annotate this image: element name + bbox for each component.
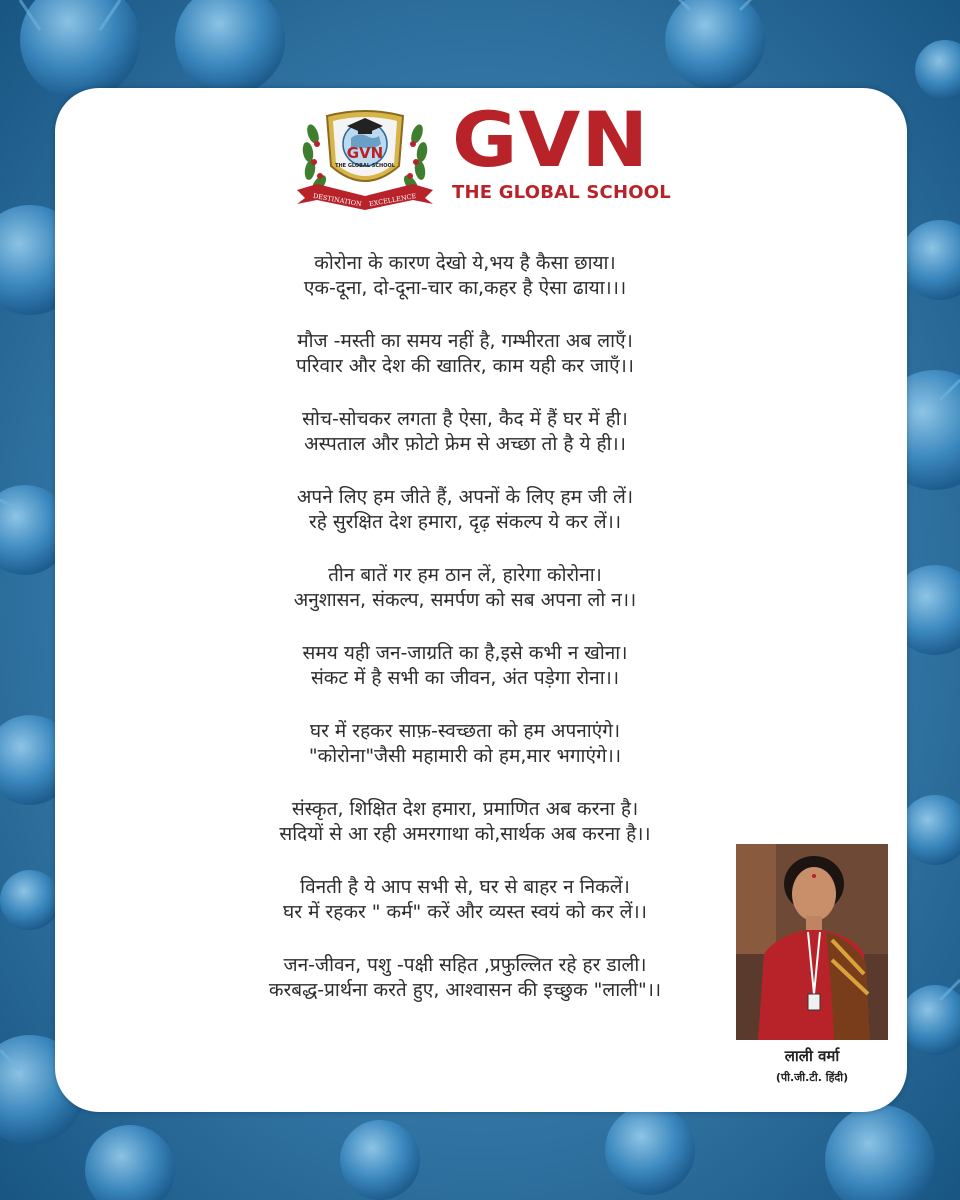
poem-line: सोच-सोचकर लगता है ऐसा, कैद में हैं घर में ही। [302,408,628,430]
poem-stanza [205,251,725,301]
poem-line: घर में रहकर साफ़-स्वच्छता को हम अपनाएंगे। [309,720,621,742]
poem-line: जन-जीवन, पशु -पक्षी सहित ,प्रफुल्लित रहे हर डाली। [283,954,647,976]
poem-line: विनती है ये आप सभी से, घर से बाहर न निकलें। [300,876,630,898]
poem [205,251,725,1031]
poem-line: परिवार और देश की खातिर, काम यही कर जाएँ।। [295,355,634,377]
poem-stanza [205,797,725,847]
svg-text:DESTINATION: DESTINATION [312,191,363,209]
poem-line: "कोरोना"जैसी महामारी को हम,मार भगाएंगे।। [308,745,622,767]
poem-line: करबद्ध-प्रार्थना करते हुए, आश्वासन की इच्छुक "लाली"।। [268,979,662,1001]
poem-stanza [205,485,725,535]
svg-text:EXCELLENCE: EXCELLENCE [368,191,417,209]
poem-line: संस्कृत, शिक्षित देश हमारा, प्रमाणित अब करना है। [291,798,639,820]
svg-text:GVN: GVN [346,144,384,162]
poem-stanza [205,875,725,925]
poem-line: एक-दूना, दो-दूना-चार का,कहर है ऐसा ढाया।।। [303,277,627,299]
poem-line: अपने लिए हम जीते हैं, अपनों के लिए हम जी लें। [296,486,634,508]
poem-line: अनुशासन, संकल्प, समर्पण को सब अपना लो न।। [293,589,637,611]
poem-line: अस्पताल और फ़ोटो फ्रेम से अच्छा तो है ये ही।। [304,433,626,455]
poem-line: रहे सुरक्षित देश हमारा, दृढ़ संकल्प ये कर लें।। [308,511,622,533]
svg-text:THE GLOBAL SCHOOL: THE GLOBAL SCHOOL [335,163,395,169]
school-wordmark [452,95,671,204]
brand-subtitle: THE GLOBAL SCHOOL [452,182,671,203]
content-card [55,88,907,1112]
poem-line: घर में रहकर " कर्म" करें और व्यस्त स्वयं को कर लें।। [283,901,647,923]
author-photo [736,844,888,1040]
author-title: (पी.जी.टी. हिंदी) [775,1071,849,1084]
poem-line: सदियों से आ रही अमरगाथा को,सार्थक अब करना है।। [279,823,651,845]
poem-line: मौज -मस्ती का समय नहीं है, गम्भीरता अब लाएँ। [297,330,633,352]
poem-line: संकट में है सभी का जीवन, अंत पड़ेगा रोना।। [310,667,620,689]
poem-line: कोरोना के कारण देखो ये,भय है कैसा छाया। [314,252,616,274]
poem-stanza [205,641,725,691]
poem-stanza [205,407,725,457]
brand-name: GVN [452,95,650,184]
poem-stanza [205,329,725,379]
portrait-icon [736,844,888,1040]
poem-stanza [205,953,725,1003]
author-name: लाली वर्मा [784,1047,840,1065]
school-crest-icon [295,104,435,212]
poem-stanza [205,719,725,769]
poem-line: तीन बातें गर हम ठान लें, हारेगा कोरोना। [328,564,602,586]
poem-line: समय यही जन-जाग्रति का है,इसे कभी न खोना। [302,642,628,664]
poem-stanza [205,563,725,613]
